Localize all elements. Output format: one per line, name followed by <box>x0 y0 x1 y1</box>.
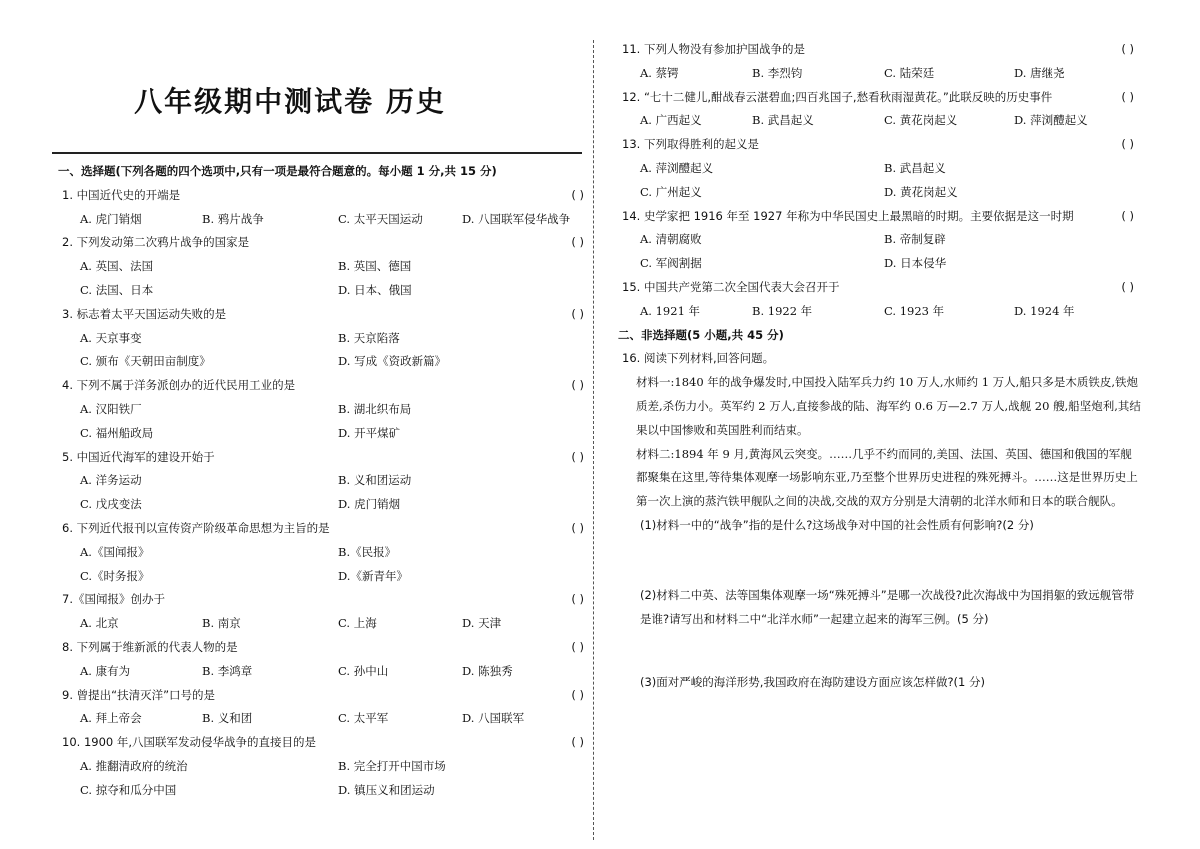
option-c[interactable]: C. 颁布《天朝田亩制度》 <box>80 354 211 369</box>
option-b[interactable]: B. 完全打开中国市场 <box>338 758 446 773</box>
question-stem: 6. 下列近代报刊以宣传资产阶级革命思想为主旨的是 ( ) <box>62 517 592 541</box>
options-row <box>62 208 592 232</box>
question-stem: 15. 中国共产党第二次全国代表大会召开于 ( ) <box>622 276 1142 300</box>
question-stem: 8. 下列属于维新派的代表人物的是 ( ) <box>62 636 592 660</box>
option-d[interactable]: D. 日本侵华 <box>884 256 947 271</box>
option-c[interactable]: C. 广州起义 <box>640 184 702 199</box>
question-8 <box>62 636 592 684</box>
answer-space-1[interactable] <box>622 538 1142 584</box>
question-4 <box>62 374 592 445</box>
option-a[interactable]: A. 康有为 <box>80 663 131 678</box>
option-c[interactable]: C. 福州船政局 <box>80 425 154 440</box>
question-stem: 5. 中国近代海军的建设开始于 ( ) <box>62 446 592 470</box>
question-16-part-3: (3)面对严峻的海洋形势,我国政府在海防建设方面应该怎样做?(1 分) <box>640 675 985 690</box>
option-c[interactable]: C. 1923 年 <box>884 303 945 318</box>
question-stem: 10. 1900 年,八国联军发动侵华战争的直接目的是 ( ) <box>62 731 592 755</box>
option-c[interactable]: C.《时务报》 <box>80 568 150 583</box>
question-10 <box>62 731 592 802</box>
option-b[interactable]: B. 英国、德国 <box>338 259 412 274</box>
options-row <box>62 541 592 565</box>
column-divider <box>593 40 594 840</box>
left-column <box>58 160 592 803</box>
option-c[interactable]: C. 掠夺和瓜分中国 <box>80 782 177 797</box>
answer-bracket[interactable]: ( ) <box>571 639 584 654</box>
option-d[interactable]: D. 八国联军侵华战争 <box>462 211 571 226</box>
option-a[interactable]: A. 天京事变 <box>80 330 142 345</box>
question-stem: 11. 下列人物没有参加护国战争的是 ( ) <box>622 38 1142 62</box>
material-2: 材料二:1894 年 9 月,黄海风云突变。……几乎不约而同的,美国、法国、英国、德国和俄国的军舰都聚集在这里,等待集体观摩一场影响东亚,乃至整个世界历史进程的殊死搏斗。……这是世界历史上第一次上演的蒸汽铁甲舰队之间的决战,交战的双方分别是大清朝的北洋水师和日本的联合舰队。 <box>636 446 1138 509</box>
question-5 <box>62 446 592 517</box>
question-11 <box>622 38 1142 86</box>
question-13 <box>622 133 1142 204</box>
option-c[interactable]: C. 太平军 <box>338 711 389 726</box>
answer-bracket[interactable]: ( ) <box>571 187 584 202</box>
question-stem: 4. 下列不属于洋务派创办的近代民用工业的是 ( ) <box>62 374 592 398</box>
option-a[interactable]: A. 萍浏醴起义 <box>640 160 714 175</box>
answer-bracket[interactable]: ( ) <box>1121 279 1134 294</box>
option-b[interactable]: B. 李鸿章 <box>202 663 253 678</box>
exam-title: 八年级期中测试卷 历史 <box>134 85 446 118</box>
option-b[interactable]: B. 帝制复辟 <box>884 232 946 247</box>
question-stem: 12. “七十二健儿,酣战春云湛碧血;四百兆国子,愁看秋雨湿黄花。”此联反映的历史事件 ( ) <box>622 86 1142 110</box>
option-a[interactable]: A. 汉阳铁厂 <box>80 401 142 416</box>
option-b[interactable]: B. 鸦片战争 <box>202 211 264 226</box>
options-row <box>62 469 592 493</box>
options-row <box>62 327 592 351</box>
option-a[interactable]: A. 1921 年 <box>640 303 701 318</box>
question-3 <box>62 303 592 374</box>
option-d[interactable]: D. 八国联军 <box>462 711 525 726</box>
question-stem: 14. 史学家把 1916 年至 1927 年称为中华民国史上最黑暗的时期。主要依据是这一时期 ( ) <box>622 205 1142 229</box>
options-row <box>622 157 1142 181</box>
option-d[interactable]: D.《新青年》 <box>338 568 408 583</box>
option-d[interactable]: D. 虎门销烟 <box>338 497 401 512</box>
question-stem: 2. 下列发动第二次鸦片战争的国家是 ( ) <box>62 231 592 255</box>
options-row <box>622 62 1142 86</box>
option-a[interactable]: A. 推翻清政府的统治 <box>80 758 188 773</box>
question-stem: 13. 下列取得胜利的起义是 ( ) <box>622 133 1142 157</box>
answer-bracket[interactable]: ( ) <box>571 687 584 702</box>
options-row <box>62 660 592 684</box>
answer-bracket[interactable]: ( ) <box>1121 42 1134 56</box>
option-a[interactable]: A. 英国、法国 <box>80 259 154 274</box>
question-stem: 1. 中国近代史的开端是 ( ) <box>62 184 592 208</box>
option-b[interactable]: B. 南京 <box>202 616 241 631</box>
question-15 <box>622 276 1142 324</box>
answer-bracket[interactable]: ( ) <box>571 735 584 750</box>
option-b[interactable]: B. 李烈钧 <box>752 65 803 80</box>
option-c[interactable]: C. 戊戌变法 <box>80 497 142 512</box>
options-row <box>62 422 592 446</box>
options-row <box>62 255 592 279</box>
answer-bracket[interactable]: ( ) <box>1121 89 1134 104</box>
section-1-heading: 一、选择题(下列各题的四个选项中,只有一项是最符合题意的。每小题 1 分,共 15 分) <box>58 164 497 178</box>
options-row <box>62 707 592 731</box>
question-7 <box>62 588 592 636</box>
option-d[interactable]: D. 镇压义和团运动 <box>338 782 435 797</box>
option-d[interactable]: D. 1924 年 <box>1014 303 1075 318</box>
question-6 <box>62 517 592 588</box>
option-d[interactable]: D. 陈独秀 <box>462 663 513 678</box>
answer-bracket[interactable]: ( ) <box>1121 208 1134 223</box>
answer-bracket[interactable]: ( ) <box>571 378 584 393</box>
option-d[interactable]: D. 日本、俄国 <box>338 282 412 297</box>
option-b[interactable]: B.《民报》 <box>338 544 397 559</box>
question-12 <box>622 86 1142 134</box>
option-d[interactable]: D. 黄花岗起义 <box>884 184 958 199</box>
options-row <box>622 181 1142 205</box>
option-a[interactable]: A. 清朝腐败 <box>640 232 702 247</box>
options-row <box>62 493 592 517</box>
answer-bracket[interactable]: ( ) <box>571 520 584 535</box>
question-16-part-2: (2)材料二中英、法等国集体观摩一场“殊死搏斗”是哪一次战役?此次海战中为国捐躯的致远舰管带是谁?请写出和材料二中“北洋水师”一起建立起来的海军三例。(5 分) <box>640 587 1135 626</box>
options-row <box>62 612 592 636</box>
options-row <box>62 398 592 422</box>
option-b[interactable]: B. 天京陷落 <box>338 330 400 345</box>
question-16-stem: 16. 阅读下列材料,回答问题。 <box>622 351 775 366</box>
option-a[interactable]: A. 拜上帝会 <box>80 711 142 726</box>
option-c[interactable]: C. 孙中山 <box>338 663 389 678</box>
right-column <box>618 38 1142 695</box>
option-b[interactable]: B. 湖北织布局 <box>338 401 412 416</box>
section-2-heading: 二、非选择题(5 小题,共 45 分) <box>618 327 784 342</box>
option-d[interactable]: D. 天津 <box>462 616 502 631</box>
option-a[interactable]: A. 蔡锷 <box>640 65 679 80</box>
option-a[interactable]: A.《国闻报》 <box>80 544 150 559</box>
option-a[interactable]: A. 洋务运动 <box>80 473 142 488</box>
answer-bracket[interactable]: ( ) <box>1121 137 1134 152</box>
options-row <box>62 779 592 803</box>
option-b[interactable]: B. 义和团运动 <box>338 473 412 488</box>
options-row <box>622 252 1142 276</box>
option-d[interactable]: D. 开平煤矿 <box>338 425 401 440</box>
question-14 <box>622 205 1142 276</box>
option-a[interactable]: A. 北京 <box>80 616 119 631</box>
option-d[interactable]: D. 萍浏醴起义 <box>1014 113 1088 128</box>
option-c[interactable]: C. 军阀割据 <box>640 256 702 271</box>
answer-bracket[interactable]: ( ) <box>571 449 584 464</box>
options-row <box>62 565 592 589</box>
options-row <box>62 279 592 303</box>
material-1: 材料一:1840 年的战争爆发时,中国投入陆军兵力约 10 万人,水师约 1 万人,船只多是木质铁皮,铁炮质差,杀伤力小。英军约 2 万人,直接参战的陆、海军约 0.6 万—2.7 万人,战舰 20 艘,船坚炮利,其结果以中国惨败和英国胜利而结束。 <box>636 375 1141 437</box>
options-row <box>622 228 1142 252</box>
options-row <box>622 300 1142 324</box>
question-1 <box>62 184 592 232</box>
option-b[interactable]: B. 武昌起义 <box>884 160 946 175</box>
question-stem: 7.《国闻报》创办于 ( ) <box>62 588 592 612</box>
options-row <box>62 755 592 779</box>
option-c[interactable]: C. 黄花岗起义 <box>884 113 958 128</box>
question-16-part-1: (1)材料一中的“战争”指的是什么?这场战争对中国的社会性质有何影响?(2 分) <box>640 517 1034 532</box>
option-a[interactable]: A. 虎门销烟 <box>80 211 142 226</box>
question-stem: 9. 曾提出“扶清灭洋”口号的是 ( ) <box>62 684 592 708</box>
options-row <box>62 350 592 374</box>
option-d[interactable]: D. 写成《资政新篇》 <box>338 354 447 369</box>
title-underline <box>52 152 582 154</box>
answer-space-2[interactable] <box>622 631 1142 671</box>
option-c[interactable]: C. 上海 <box>338 616 377 631</box>
option-b[interactable]: B. 义和团 <box>202 711 253 726</box>
question-stem: 3. 标志着太平天国运动失败的是 ( ) <box>62 303 592 327</box>
question-9 <box>62 684 592 732</box>
option-a[interactable]: A. 广西起义 <box>640 113 702 128</box>
option-b[interactable]: B. 武昌起义 <box>752 113 814 128</box>
option-c[interactable]: C. 法国、日本 <box>80 282 154 297</box>
option-d[interactable]: D. 唐继尧 <box>1014 65 1065 80</box>
option-b[interactable]: B. 1922 年 <box>752 303 813 318</box>
options-row <box>622 109 1142 133</box>
answer-bracket[interactable]: ( ) <box>571 235 584 250</box>
option-c[interactable]: C. 陆荣廷 <box>884 65 935 80</box>
option-c[interactable]: C. 太平天国运动 <box>338 211 423 226</box>
question-2 <box>62 231 592 302</box>
answer-bracket[interactable]: ( ) <box>571 592 584 607</box>
answer-bracket[interactable]: ( ) <box>571 306 584 321</box>
